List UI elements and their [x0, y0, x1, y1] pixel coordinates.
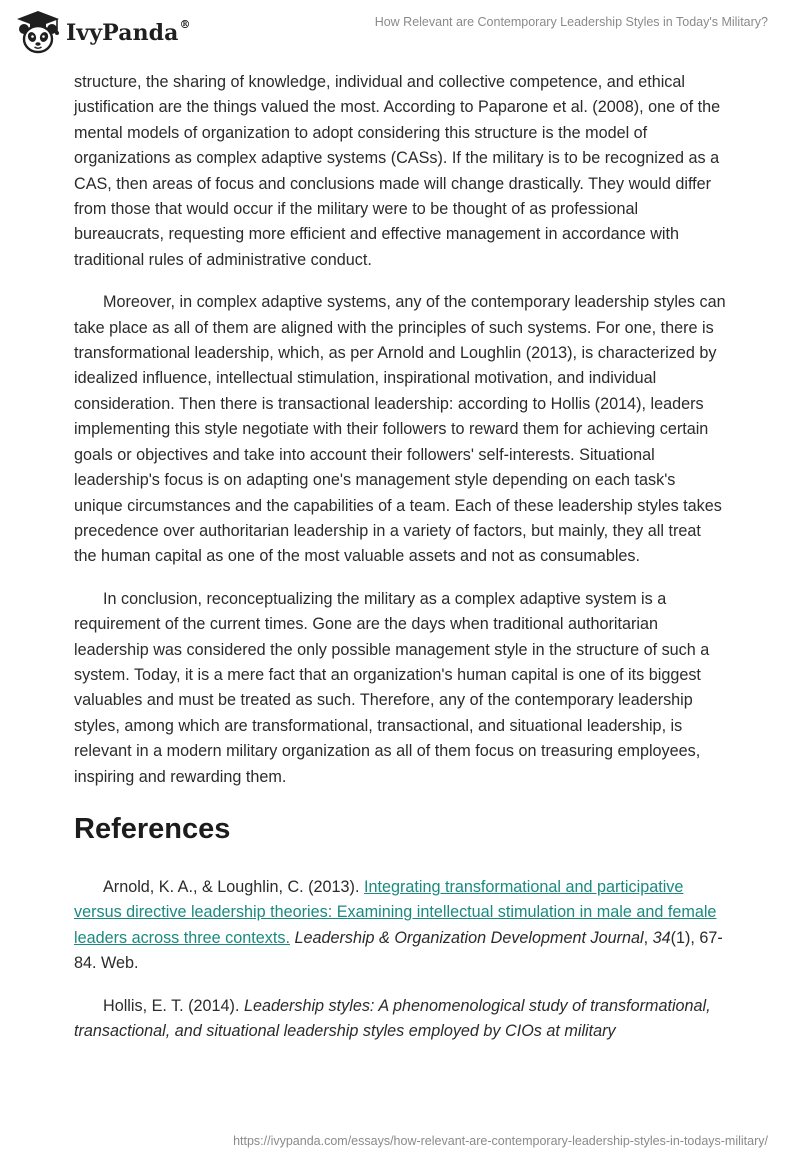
reference-link[interactable]: Integrating transformational and participative versus directive leadership theories: Examining intellectual stimulation in male and female leaders across three contexts.	[74, 877, 717, 947]
panda-graduate-icon	[14, 8, 62, 56]
document-title: How Relevant are Contemporary Leadership Styles in Today's Military?	[374, 15, 768, 29]
reference-pages: (1), 67-84. Web.	[74, 928, 723, 973]
body-paragraph: In conclusion, reconceptualizing the military as a complex adaptive system is a requirement of the current times. Gone are the days when traditional authoritarian leadership was considered the only possible management style in the structure of such a system. Today, it is a mere fact that an organization's human capital is one of its biggest valuables and must be treated as such. Therefore, any of the contemporary leadership styles, among which are transformational, transactional, and situational leadership, is relevant in a modern military organization as all of them focus on treasuring employees, inspiring and rewarding them.	[74, 589, 710, 786]
source-url: https://ivypanda.com/essays/how-relevant-are-contemporary-leadership-styles-in-todays-military/	[233, 1134, 768, 1148]
brand-name: IvyPanda®	[66, 18, 191, 46]
ivypanda-logo[interactable]	[14, 8, 191, 56]
reference-journal: Leadership & Organization Development Journal	[294, 928, 644, 947]
reference-authors: Hollis, E. T. (2014).	[103, 996, 244, 1015]
page-header	[0, 0, 800, 62]
reference-authors: Arnold, K. A., & Loughlin, C. (2013).	[103, 877, 364, 896]
references-heading: References	[74, 812, 231, 845]
body-paragraph: Moreover, in complex adaptive systems, any of the contemporary leadership styles can take place as all of them are aligned with the principles of such systems. For one, there is transformational leadership, which, as per Arnold and Loughlin (2013), is characterized by idealized influence, intellectual stimulation, inspirational motivation, and individual consideration. Then there is transactional leadership: according to Hollis (2014), leaders implementing this style negotiate with their followers to reward them for achieving certain goals or objectives and take into account their followers' self-interests. Situational leadership's focus is on adapting one's management style depending on each task's unique circumstances and the capabilities of a team. Each of these leadership styles takes precedence over authoritarian leadership in a variety of factors, but mainly, they all treat the human capital as one of the most valuable assets and not as consumables.	[74, 293, 726, 566]
reference-volume: 34	[652, 928, 671, 947]
reference-item	[74, 994, 726, 1045]
essay-content	[74, 70, 726, 1061]
reference-item: Arnold, K. A., & Loughlin, C. (2013). Integrating transformational and participative versus directive leadership theories: Examining intellectual stimulation in male and female leaders across three contexts. Leadership & Organization Development Journal, 34(1), 67-84. Web.	[74, 877, 723, 973]
body-paragraph: structure, the sharing of knowledge, individual and collective competence, and ethical justification are the things valued the most. According to Paparone et al. (2008), one of the mental models of organization to adopt considering this structure is the model of organizations as complex adaptive systems (CASs). If the military is to be recognized as a CAS, then areas of focus and conclusions made will change drastically. They would differ from those that would occur if the military were to be thought of as professional bureaucrats, requesting more efficient and effective management in accordance with traditional rules of administrative conduct.	[74, 73, 721, 269]
reference-title: Leadership styles: A phenomenological study of transformational, transactional, and situational leadership styles employed by CIOs at military	[74, 996, 711, 1040]
